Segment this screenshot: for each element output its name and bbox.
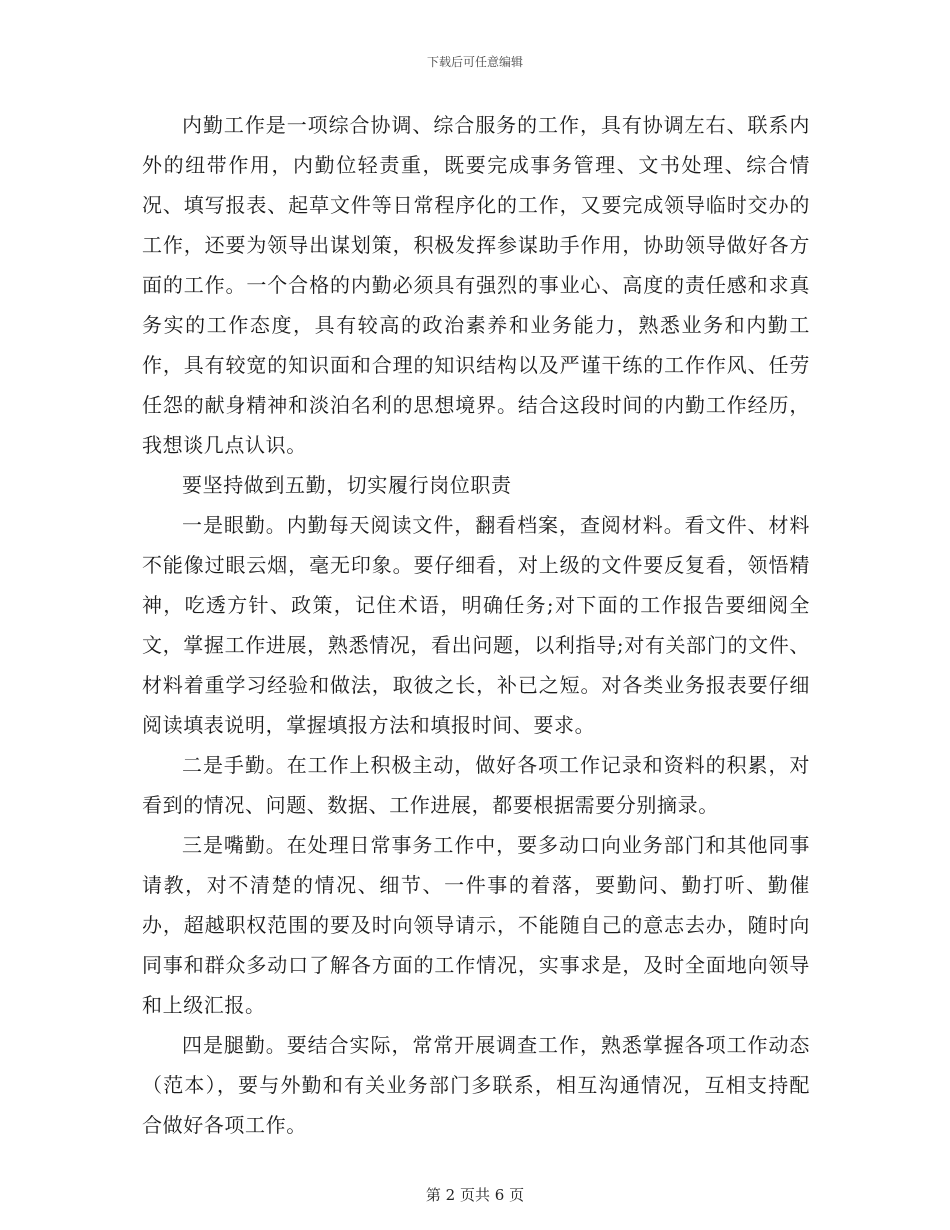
paragraph-leg-diligence: 四是腿勤。要结合实际，常常开展调查工作，熟悉掌握各项工作动态（范本），要与外勤和有关业务部门多联系，相互沟通情况，互相支持配合做好各项工作。 (142, 1033, 810, 1137)
page-header-note: 下载后可任意编辑 (426, 55, 523, 69)
paragraph-mouth-diligence: 三是嘴勤。在处理日常事务工作中，要多动口向业务部门和其他同事请教，对不清楚的情况、细节、一件事的着落，要勤问、勤打听、勤催办，超越职权范围的要及时向领导请示，不能随自己的意志去办，随时向同事和群众多动口了解各方面的工作情况，实事求是，及时全面地向领导和上级汇报。 (142, 833, 810, 1017)
paragraph-eye-diligence: 一是眼勤。内勤每天阅读文件，翻看档案，查阅材料。看文件、材料不能像过眼云烟，毫无印象。要仔细看，对上级的文件要反复看，领悟精神，吃透方针、政策，记住术语，明确任务;对下面的工作报告要细阅全文，掌握工作进展，熟悉情况，看出问题，以利指导;对有关部门的文件、材料着重学习经验和做法，取彼之长，补已之短。对各类业务报表要仔细阅读填表说明，掌握填报方法和填报时间、要求。 (142, 513, 810, 737)
paragraph-intro: 内勤工作是一项综合协调、综合服务的工作，具有协调左右、联系内外的纽带作用，内勤位轻责重，既要完成事务管理、文书处理、综合情况、填写报表、起草文件等日常程序化的工作，又要完成领导临时交办的工作，还要为领导出谋划策，积极发挥参谋助手作用，协助领导做好各方面的工作。一个合格的内勤必须具有强烈的事业心、高度的责任感和求真务实的工作态度，具有较高的政治素养和业务能力，熟悉业务和内勤工作，具有较宽的知识面和合理的知识结构以及严谨干练的工作作风、任劳任怨的献身精神和淡泊名利的思想境界。结合这段时间的内勤工作经历，我想谈几点认识。 (142, 113, 810, 457)
paragraph-heading: 要坚持做到五勤，切实履行岗位职责 (182, 473, 512, 497)
page-number: 第 2 页共 6 页 (425, 1186, 525, 1204)
paragraph-hand-diligence: 二是手勤。在工作上积极主动，做好各项工作记录和资料的积累，对看到的情况、问题、数据、工作进展，都要根据需要分别摘录。 (142, 753, 810, 817)
document-body (142, 105, 810, 1145)
